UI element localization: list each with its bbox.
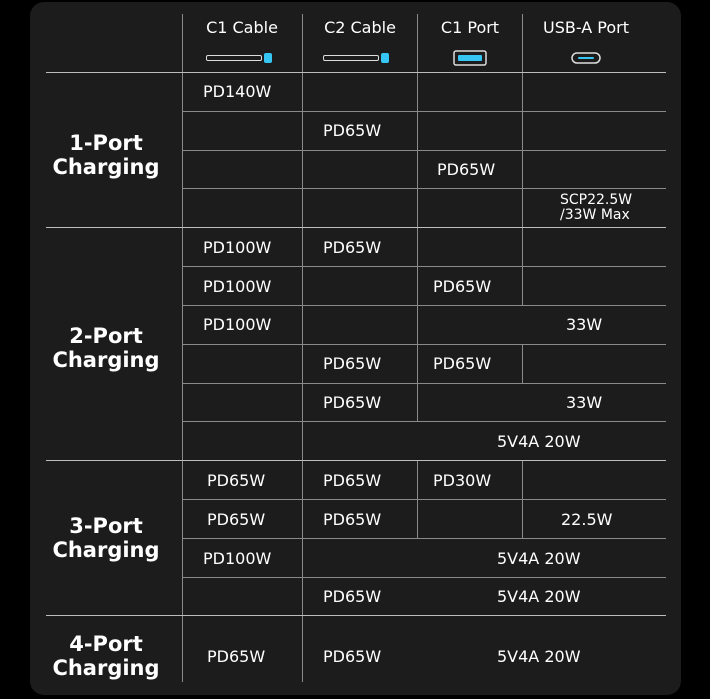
cell-c2: PD65W — [323, 471, 382, 490]
group-2-port-label: 2-Port Charging — [52, 324, 160, 372]
cell-p1: PD65W — [437, 160, 496, 179]
cell-ua: 22.5W — [561, 510, 613, 529]
cell-c2: PD65W — [323, 510, 382, 529]
cell-merged: 5V4A 20W — [497, 587, 581, 606]
cell-c2: PD65W — [323, 587, 382, 606]
cell-c1: PD100W — [203, 549, 272, 568]
header-c2-cable: C2 Cable — [324, 18, 396, 37]
cell-c1: PD100W — [203, 238, 272, 257]
group-3-port-label: 3-Port Charging — [52, 514, 160, 562]
cell-c1: PD65W — [207, 510, 266, 529]
cell-p1: PD65W — [433, 277, 492, 296]
cell-c2: PD65W — [323, 354, 382, 373]
cell-c1: PD65W — [207, 471, 266, 490]
cell-merged: 5V4A 20W — [497, 432, 581, 451]
cell-p1: PD65W — [433, 354, 492, 373]
header-c1-port: C1 Port — [440, 18, 500, 37]
header-c1-cable: C1 Cable — [206, 18, 278, 37]
cell-ua: 33W — [566, 315, 603, 334]
group-1-port-label: 1-Port Charging — [52, 131, 160, 179]
cell-c2: PD65W — [323, 121, 382, 140]
c1-cable-icon — [206, 55, 274, 61]
cell-c1: PD100W — [203, 315, 272, 334]
cell-c2: PD65W — [323, 238, 382, 257]
cell-merged: 5V4A 20W — [497, 549, 581, 568]
cell-c1: PD65W — [207, 647, 266, 666]
cell-ua: SCP22.5W /33W Max — [560, 192, 633, 223]
cell-p1: PD30W — [433, 471, 492, 490]
cell-c1: PD100W — [203, 277, 272, 296]
usb-c-port-icon — [453, 50, 487, 66]
cell-c1: PD140W — [203, 82, 272, 101]
header-usba-port: USB-A Port — [542, 18, 629, 37]
group-4-port-label: 4-Port Charging — [52, 632, 160, 680]
cell-merged: 5V4A 20W — [497, 647, 581, 666]
cell-c2: PD65W — [323, 393, 382, 412]
cell-c2: PD65W — [323, 647, 382, 666]
usb-a-port-icon — [571, 52, 601, 64]
cell-ua: 33W — [566, 393, 603, 412]
c2-cable-icon — [323, 55, 391, 61]
